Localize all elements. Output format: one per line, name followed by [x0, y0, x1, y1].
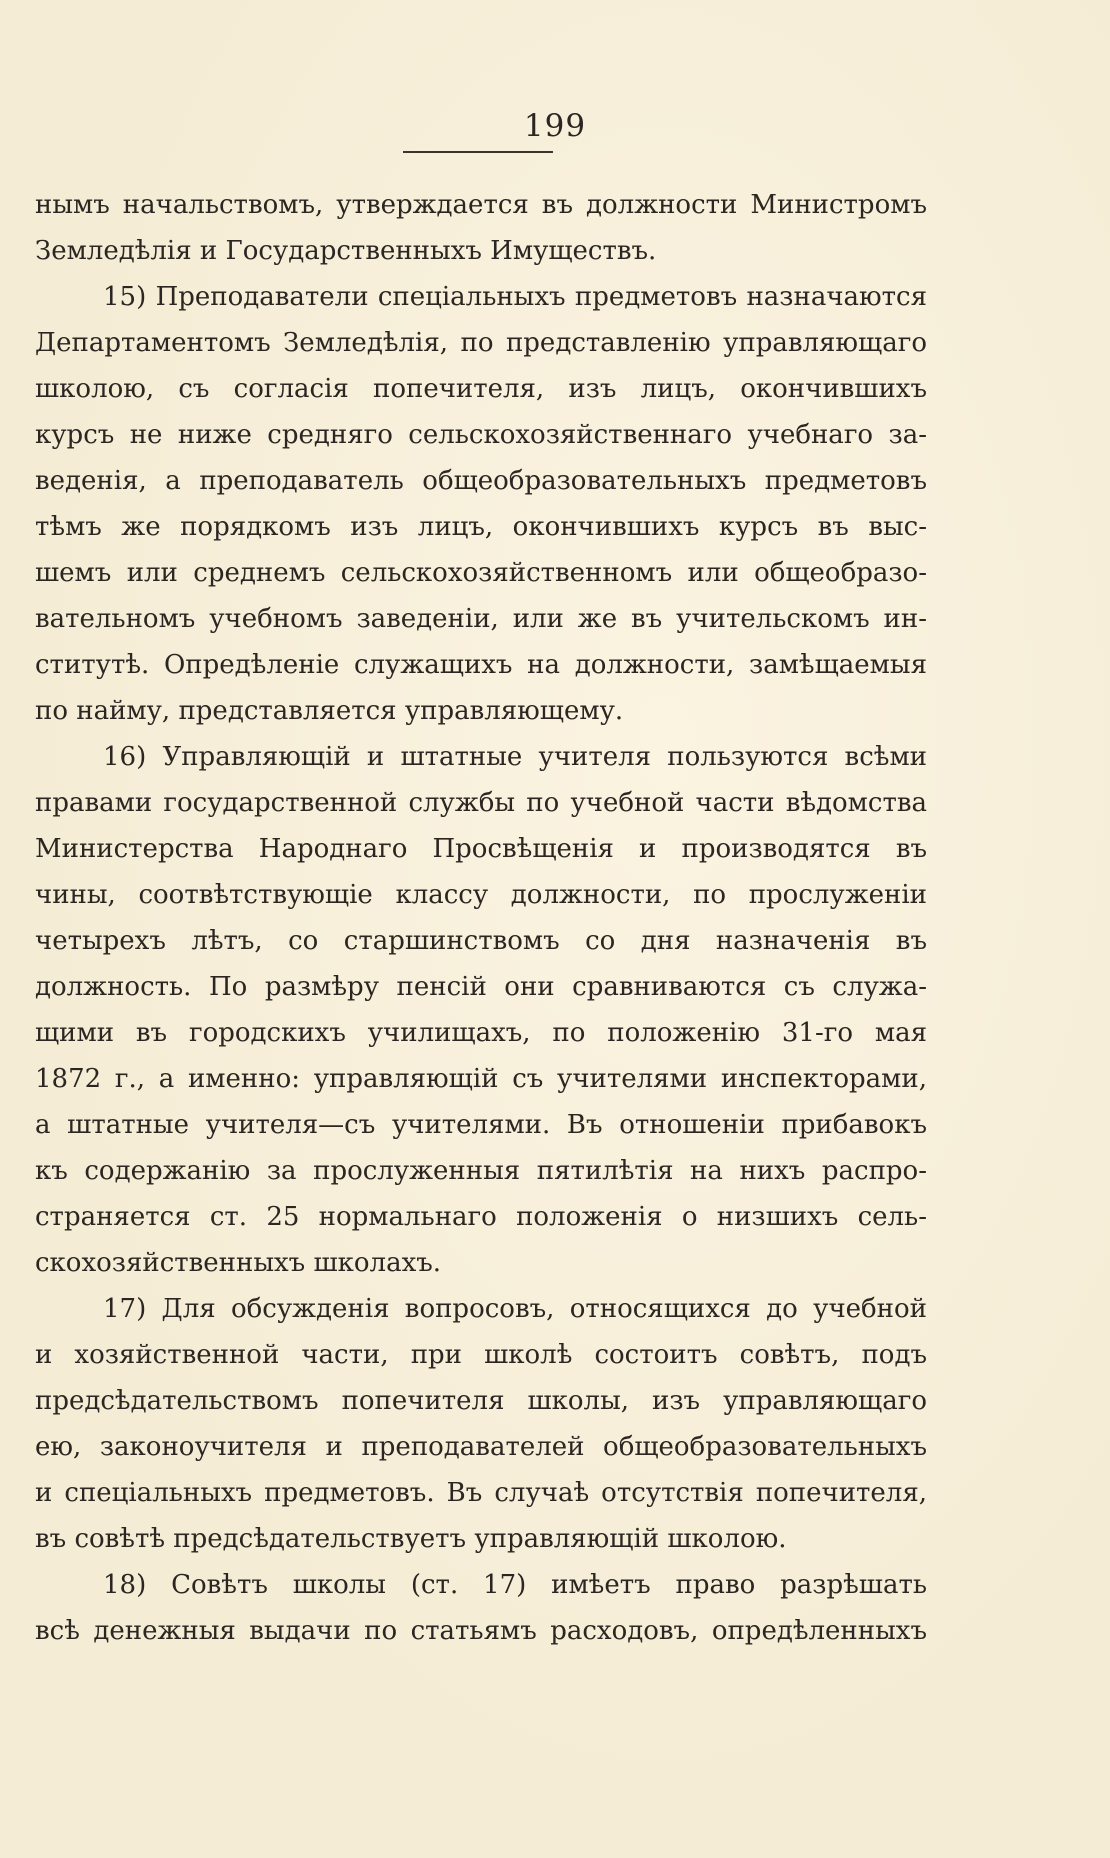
text-line: 16) Управляющій и штатные учителя пользуются всѣми: [103, 742, 927, 772]
text-line: въ совѣтѣ предсѣдательствуетъ управляющій школою.: [35, 1524, 787, 1554]
text-line: вательномъ учебномъ заведеніи, или же въ учительскомъ ин-: [35, 604, 927, 634]
text-line: страняется ст. 25 нормальнаго положенія о низшихъ сель-: [35, 1202, 927, 1232]
text-line: Департаментомъ Земледѣлія, по представленію управляющаго: [35, 328, 927, 358]
text-line: скохозяйственныхъ школахъ.: [35, 1248, 442, 1278]
text-line: и спеціальныхъ предметовъ. Въ случаѣ отсутствія попечителя,: [35, 1478, 927, 1508]
text-line: нымъ начальствомъ, утверждается въ должности Министромъ: [35, 190, 927, 220]
text-line: 1872 г., а именно: управляющій съ учителями инспекторами,: [35, 1064, 927, 1094]
text-line: должность. По размѣру пенсій они сравниваются съ служа-: [35, 972, 927, 1002]
text-line: курсъ не ниже средняго сельскохозяйственнаго учебнаго за-: [35, 420, 927, 450]
text-line: предсѣдательствомъ попечителя школы, изъ управляющаго: [35, 1386, 927, 1416]
text-line: ею, законоучителя и преподавателей общеобразовательныхъ: [35, 1432, 927, 1462]
page-number: 199: [523, 108, 587, 144]
text-line: 15) Преподаватели спеціальныхъ предметовъ назначаются: [103, 282, 927, 312]
text-line: а штатные учителя—съ учителями. Въ отношеніи прибавокъ: [35, 1110, 927, 1140]
text-line: и хозяйственной части, при школѣ состоитъ совѣтъ, подъ: [35, 1340, 927, 1370]
text-line: шемъ или среднемъ сельскохозяйственномъ или общеобразо-: [35, 558, 927, 588]
text-line: веденія, а преподаватель общеобразовательныхъ предметовъ: [35, 466, 927, 496]
text-line: правами государственной службы по учебной части вѣдомства: [35, 788, 927, 818]
text-line: тѣмъ же порядкомъ изъ лицъ, окончившихъ курсъ въ выс-: [35, 512, 927, 542]
text-line: Министерства Народнаго Просвѣщенія и производятся въ: [35, 834, 927, 864]
text-line: 18) Совѣтъ школы (ст. 17) имѣетъ право разрѣшать: [103, 1570, 927, 1600]
text-line: 17) Для обсужденія вопросовъ, относящихся до учебной: [103, 1294, 927, 1324]
text-line: чины, соотвѣтствующіе классу должности, по прослуженіи: [35, 880, 927, 910]
text-line: школою, съ согласія попечителя, изъ лицъ, окончившихъ: [35, 374, 927, 404]
body-text: [35, 182, 927, 1654]
text-line: четырехъ лѣтъ, со старшинствомъ со дня назначенія въ: [35, 926, 927, 956]
text-line: Земледѣлія и Государственныхъ Имуществъ.: [35, 236, 657, 266]
text-line: ститутѣ. Опредѣленіе служащихъ на должности, замѣщаемыя: [35, 650, 927, 680]
text-line: всѣ денежныя выдачи по статьямъ расходовъ, опредѣленныхъ: [35, 1616, 927, 1646]
text-line: къ содержанію за прослуженныя пятилѣтія на нихъ распро-: [35, 1156, 927, 1186]
text-line: щими въ городскихъ училищахъ, по положенію 31-го мая: [35, 1018, 927, 1048]
text-line: по найму, представляется управляющему.: [35, 696, 624, 726]
header-rule: [403, 151, 553, 153]
